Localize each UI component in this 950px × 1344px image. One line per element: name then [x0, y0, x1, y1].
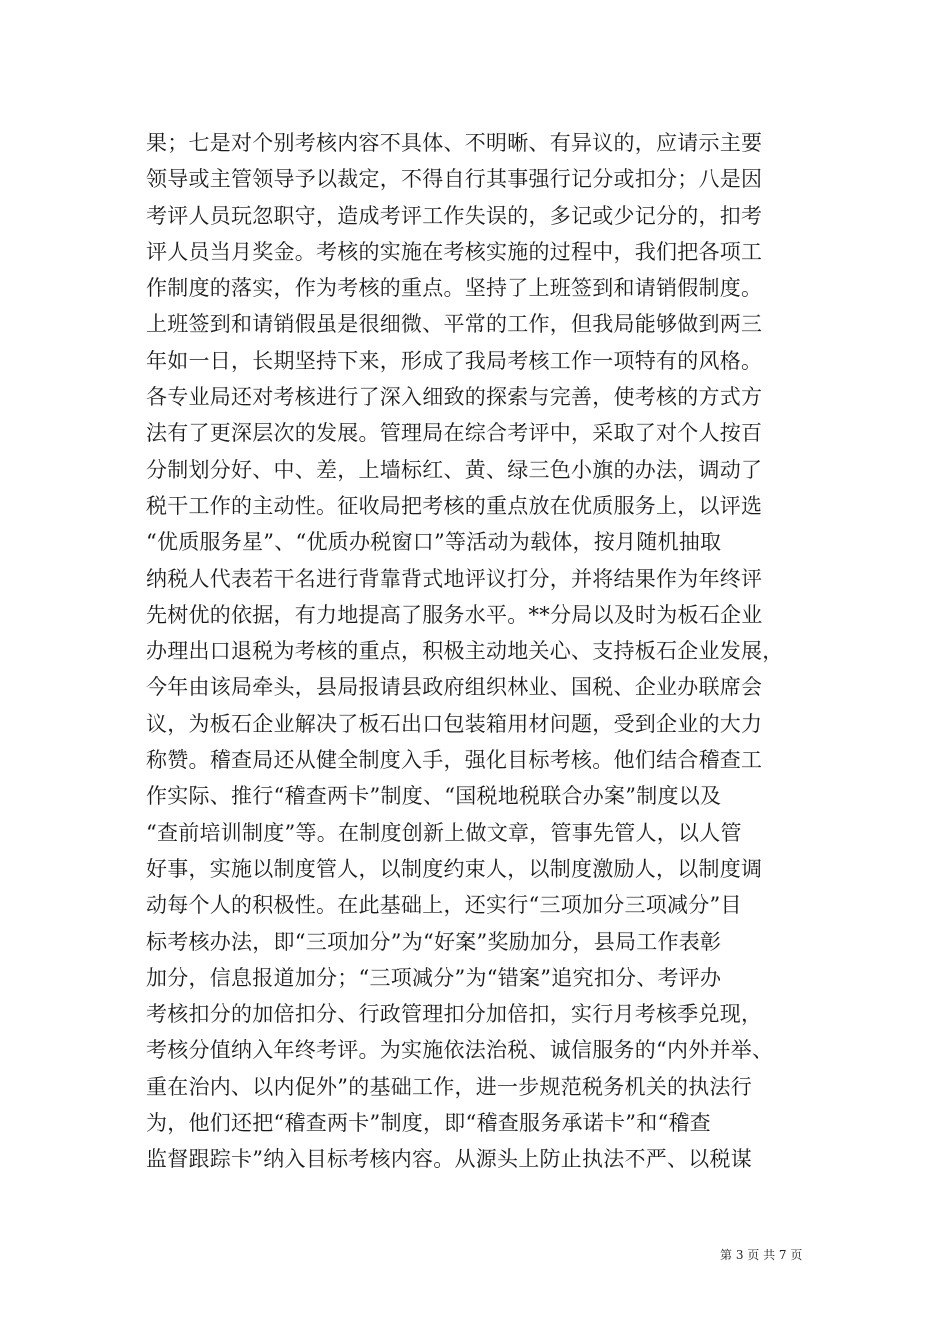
page-number: 第 3 页 共 7 页 — [720, 1248, 803, 1262]
text-line: 各专业局还对考核进行了深入细致的探索与完善，使考核的方式方 — [146, 385, 763, 410]
text-line: 考核分值纳入年终考评。为实施依法治税、诚信服务的“内外并举、 — [146, 1038, 774, 1063]
text-line: “查前培训制度”等。在制度创新上做文章，管事先管人，以人管 — [146, 820, 742, 845]
text-line: 考评人员玩忽职守，造成考评工作失误的，多记或少记分的，扣考 — [146, 203, 763, 228]
text-line: 加分，信息报道加分；“三项减分”为“错案”追究扣分、考评办 — [146, 965, 722, 990]
text-line: 分制划分好、中、差，上墙标红、黄、绿三色小旗的办法，调动了 — [146, 457, 763, 482]
text-line: 重在治内、以内促外”的基础工作，进一步规范税务机关的执法行 — [146, 1074, 752, 1099]
text-line: 法有了更深层次的发展。管理局在综合考评中，采取了对个人按百 — [146, 421, 763, 446]
text-line: 办理出口退税为考核的重点，积极主动地关心、支持板石企业发展， — [146, 639, 784, 664]
text-line: 称赞。稽查局还从健全制度入手，强化目标考核。他们结合稽查工 — [146, 748, 763, 773]
text-line: 先树优的依据，有力地提高了服务水平。**分局以及时为板石企业 — [146, 602, 763, 627]
body-text — [146, 125, 826, 1178]
text-line: 果；七是对个别考核内容不具体、不明晰、有异议的，应请示主要 — [146, 131, 763, 155]
text-line: 为，他们还把“稽查两卡”制度，即“稽查服务承诺卡”和“稽查 — [146, 1111, 711, 1136]
text-line: 今年由该局牵头，县局报请县政府组织林业、国税、企业办联席会 — [146, 675, 763, 700]
text-line: 议，为板石企业解决了板石出口包装箱用材问题，受到企业的大力 — [146, 711, 763, 736]
text-line: 作制度的落实，作为考核的重点。坚持了上班签到和请销假制度。 — [146, 276, 763, 301]
text-line: 年如一日，长期坚持下来，形成了我局考核工作一项特有的风格。 — [146, 348, 763, 373]
text-line: 监督跟踪卡”纳入目标考核内容。从源头上防止执法不严、以税谋 — [146, 1147, 752, 1172]
text-line: 评人员当月奖金。考核的实施在考核实施的过程中，我们把各项工 — [146, 239, 763, 264]
text-line: 上班签到和请销假虽是很细微、平常的工作，但我局能够做到两三 — [146, 312, 763, 337]
text-line: 好事，实施以制度管人，以制度约束人，以制度激励人，以制度调 — [146, 856, 763, 881]
text-line: 纳税人代表若干名进行背靠背式地评议打分，并将结果作为年终评 — [146, 566, 763, 591]
text-line: 标考核办法，即“三项加分”为“好案”奖励加分，县局工作表彰 — [146, 929, 722, 954]
text-line: 考核扣分的加倍扣分、行政管理扣分加倍扣，实行月考核季兑现， — [146, 1002, 763, 1027]
text-line: 作实际、推行“稽查两卡”制度、“国税地税联合办案”制度以及 — [146, 784, 722, 809]
text-line: 动每个人的积极性。在此基础上，还实行“三项加分三项减分”目 — [146, 893, 742, 918]
text-line: “优质服务星”、“优质办税窗口”等活动为载体，按月随机抽取 — [146, 530, 722, 555]
text-line: 领导或主管领导予以裁定，不得自行其事强行记分或扣分；八是因 — [146, 167, 763, 192]
text-line: 税干工作的主动性。征收局把考核的重点放在优质服务上，以评选 — [146, 493, 763, 518]
